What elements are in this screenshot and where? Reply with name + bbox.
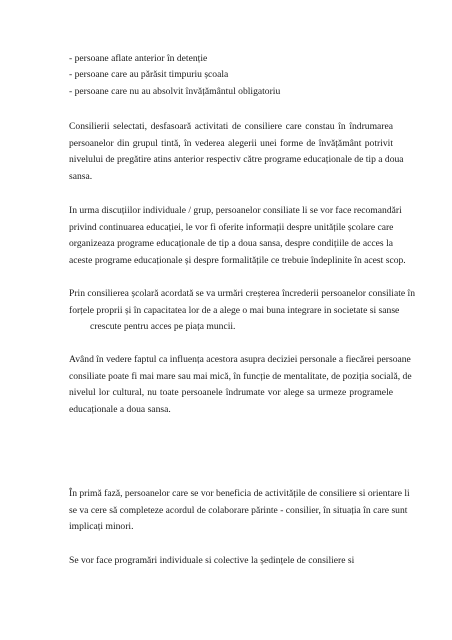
paragraph-line: aceste programe educaționale și despre formalitățile ce trebuie îndeplinite în acest scop. bbox=[69, 254, 406, 266]
paragraph-influence bbox=[69, 352, 412, 418]
paragraph-line: persoanelor din grupul tintă, în vederea alegerii unei forme de învățământ potrivit bbox=[69, 137, 393, 149]
paragraph-line: organizeaza programe educaționale de tip a doua sansa, despre condițiile de acces la bbox=[69, 238, 393, 250]
paragraph-line: În primă fază, persoanelor care se vor beneficia de activitățile de consiliere si orientare li bbox=[69, 488, 410, 499]
list-item: - persoane aflate anterior în detenție bbox=[69, 53, 208, 64]
paragraph-line: sansa. bbox=[69, 170, 93, 182]
paragraph-line: In urma discuțiilor individuale / grup, persoanelor consiliate li se vor face recomandări bbox=[69, 205, 402, 216]
paragraph-line: Se vor face programări individuale si colective la ședințele de consiliere si bbox=[69, 555, 355, 566]
paragraph-line: nivelului de pregătire atins anterior respectiv către programe educaționale de tip a doua bbox=[69, 154, 404, 166]
list-item: - persoane care nu au absolvit învățământul obligatoriu bbox=[69, 85, 281, 97]
paragraph-line: crescute pentru acces pe piața muncii. bbox=[90, 321, 236, 333]
paragraph-line: forțele proprii și în capacitatea lor de a alege o mai buna integrare in societate si sanse bbox=[69, 304, 400, 316]
target-group-list bbox=[69, 51, 389, 100]
paragraph-line: nivelul lor cultural, nu toate persoanele îndrumate vor alege sa urmeze programele bbox=[69, 387, 393, 399]
paragraph-line: se va cere să completeze acordul de colaborare părinte - consilier, în situația în care sunt bbox=[69, 504, 408, 516]
paragraph-line: consiliate poate fi mai mare sau mai mică, în funcție de mentalitate, de poziția socială, de bbox=[69, 370, 412, 382]
paragraph-school-counseling bbox=[69, 286, 416, 336]
paragraph-line: privind continuarea educației, le vor fi oferite informații despre unitățile școlare care bbox=[69, 221, 394, 233]
list-item: - persoane care au părăsit timpuriu școala bbox=[69, 69, 229, 81]
paragraph-first-phase bbox=[69, 486, 410, 536]
paragraph-line: educaționale a doua sansa. bbox=[69, 403, 171, 415]
paragraph-line: Consilierii selectati, desfasoară activitati de consiliere care constau în îndrumarea bbox=[69, 121, 393, 132]
paragraph-counselors bbox=[69, 119, 404, 185]
paragraph-scheduling bbox=[69, 553, 393, 570]
paragraph-line: implicați minori. bbox=[69, 521, 134, 533]
paragraph-line: Având în vedere faptul ca influența acestora asupra deciziei personale a fiecărei persoane bbox=[69, 354, 411, 365]
paragraph-discussions bbox=[69, 203, 406, 269]
paragraph-line: Prin consilierea școlară acordată se va urmări creșterea încrederii persoanelor consiliate în bbox=[69, 288, 416, 299]
